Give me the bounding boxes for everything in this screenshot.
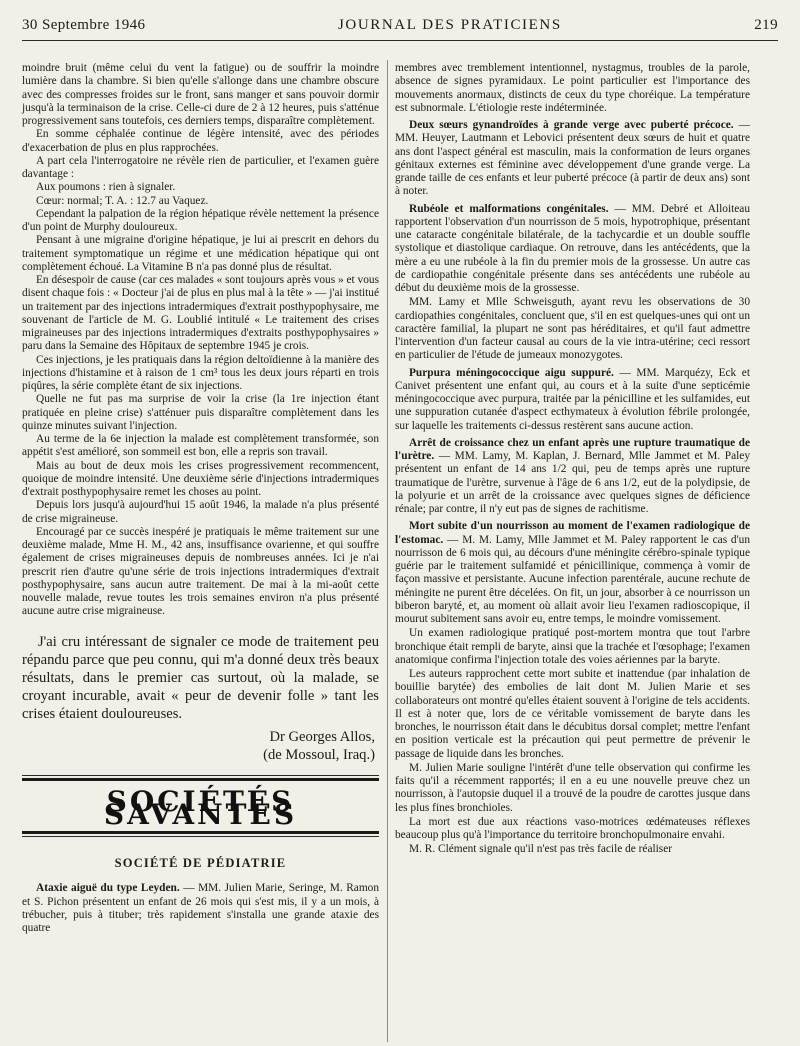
article-entry (395, 437, 750, 517)
paragraph: Encouragé par ce succès inespéré je pratiquais le même traitement sur une deuxième malade, Mme H. M., 42 ans, insuffisance ovarienne, et qui souffre également de crises migraineuses depuis de nombreuses années. Ici je n'ai prescrit rien d'autre qu'une série de trois injections intradermiques d'extrait posthypophysaire, sans aucun autre traitement. De mai à la mi-août cette nouvelle malade, revue toutes les trois semaines environ n'a plus présenté aucune autre crise migraineuse. (22, 525, 379, 618)
signature (22, 728, 379, 765)
conclusion-paragraph: J'ai cru intéressant de signaler ce mode de traitement peu répandu parce que peu connu, qui m'a donné deux très beaux résultats, dans le premier cas surtout, où la malade, se croyant incurable, avait « peur de devenir folle » tant les crises étaient douloureuses. (22, 633, 379, 723)
paragraph: Au terme de la 6e injection la malade est complètement transformée, son appétit s'est amélioré, son sommeil est bon, elle a repris son travail. (22, 433, 379, 459)
article-text: — MM. Heuyer, Lautmann et Lebovici présentent deux sœurs de huit et quatre ans dont l'aspect général est masculin, mais la conformation de leurs organes génitaux externes est féminine avec développement d'une grande verge. La grande taille de ces enfants et leur puberté précoce (à partir de deux ans) sont à noter. (395, 119, 750, 198)
article-entry (395, 520, 750, 626)
article-title: Rubéole et malformations congénitales. (409, 202, 609, 215)
society-heading: SOCIÉTÉ DE PÉDIATRIE (114, 856, 287, 871)
article-entry (395, 119, 750, 199)
header-journal-title: JOURNAL DES PRATICIENS (337, 16, 562, 33)
article-entry (395, 203, 750, 296)
paragraph: Mais au bout de deux mois les crises progressivement recommencent, quoique de moindre intensité. Une deuxième série d'injections intradermiques d'extrait posthypophysaire remet les choses au point. (22, 459, 379, 498)
author-name: Dr Georges Allos, (269, 728, 375, 745)
right-column (395, 62, 750, 858)
section-banner: SOCIÉTÉS SAVANTES (103, 784, 298, 831)
paragraph: Aux poumons : rien à signaler. (36, 181, 176, 194)
article-text: — MM. Debré et Alloiteau rapportent l'observation d'un nourrisson de 5 mois, hypotrophique, présentant une cataracte congénitale bilatérale, de la tachycardie et un double souffle systolique et diastolique cardiaque. On retrouve, dans les antécédents, que la mère a eu une rubéole à la fin du premier mois de la grossesse. Un autre cas de cardiopathie congénitale présente dans ses antécédents une rubéole au début du deuxième mois de la grossesse. (395, 202, 751, 294)
left-column (22, 62, 379, 935)
paragraph: membres avec tremblement intentionnel, nystagmus, troubles de la parole, absence de signes pyramidaux. Le point particulier est l'importance des mouvements anormaux, distincts de ceux du type choréique. La température est subnormale. L'étiologie reste indéterminée. (395, 62, 750, 114)
section-rule (22, 836, 379, 837)
paragraph: Un examen radiologique pratiqué post-mortem montra que tout l'arbre bronchique était rempli de baryte, ainsi que la trachée et l'œsophage; l'examen anatomique confirma l'injection totale des voies aériennes par la baryte. (395, 627, 750, 666)
paragraph: Cependant la palpation de la région hépatique révèle nettement la présence d'un point de Murphy douloureux. (22, 207, 379, 233)
page-header (22, 12, 778, 38)
paragraph: En désespoir de cause (car ces malades « sont toujours après vous » et vous disent chaque fois : « Docteur j'ai de plus en plus mal à la tête » — j'ai institué un traitement par des injections intradermiques d'extrait posthypophysaire, me souvenant de l'article de M. G. Loublié intitulé « Le traitement des crises migraineuses par des injections intradermiques d'extraits posthypophysaires » paru dans la Semaine des Hôpitaux de septembre 1945 je crois. (22, 274, 379, 353)
article-text: — M. M. Lamy, Mlle Jammet et M. Paley rapportent le cas d'un nourrisson de 6 mois qui, au décours d'une méningite cérébro-spinale typique guérie par le traitement sulfamidé et pénicillinique, commença à vomir de façon massive et persistante. Aucune infection parentérale, aucune rechute de méningite ne purent être décelées. On fit, un jour, absorber à ce nourrisson un biberon baryté, et, au moment où allait avoir lieu l'examen radioscopique, il mourut subitement sans avoir eu, entre temps, le moindre vomissement. (395, 533, 750, 625)
article-text: — MM. Julien Marie, Seringe, M. Ramon et S. Pichon présentent un enfant de 26 mois qui s'est mis, il y a un mois, à trébucher, puis à tituber; très rapidement s'installa une grande ataxie des quatre (22, 882, 379, 935)
paragraph: M. Julien Marie souligne l'intérêt d'une telle observation qui confirme les faits qu'il a récemment rapportés; il en a eu une nouvelle preuve chez un nourrisson, à l'autopsie duquel il a trouvé de la poudre de carottes jusque dans les plus fines bronchioles. (395, 761, 750, 814)
header-rule (22, 40, 778, 41)
paragraph: Quelle ne fut pas ma surprise de voir la crise (la 1re injection étant pratiquée en pleine crise) s'atténuer puis disparaître complètement dans les quinze minutes suivant l'injection. (22, 393, 379, 432)
article-text: — MM. Marquézy, Eck et Canivet présentent une enfant qui, au cours et à la suite d'une septicémie méningococcique avec purpura, traitée par la pénicilline et les sulfamides, eut une suppuration cutanée d'aspect ecthymateux à évolution fébrile prolongée, sur laquelle les traitements ci-dessus restèrent sans aucune action. (395, 366, 750, 432)
paragraph: Pensant à une migraine d'origine hépatique, je lui ai prescrit en dehors du traitement symptomatique un régime et une médication hépatique qui ont complètement échoué. La Vitamine B n'a pas donné plus de résultat. (22, 234, 379, 273)
paragraph: La mort est due aux réactions vaso-motrices œdémateuses réflexes beaucoup plus qu'à l'importance du territoire bronchopulmonaire envahi. (395, 815, 750, 841)
header-page-number: 219 (754, 16, 778, 33)
column-divider (387, 60, 388, 1042)
paragraph: Cœur: normal; T. A. : 12.7 au Vaquez. (36, 194, 209, 207)
paragraph: Depuis lors jusqu'à aujourd'hui 15 août 1946, la malade n'a plus présenté de crise migraineuse. (22, 499, 379, 525)
article-title: Arrêt de croissance chez un enfant après une rupture traumatique de l'urètre. (395, 436, 750, 462)
author-location: (de Mossoul, Iraq.) (263, 747, 375, 764)
paragraph: Les auteurs rapprochent cette mort subite et inattendue (par inhalation de bouillie barytée) des embolies de lait dont M. Julien Marie et ses collaborateurs ont montré qu'elles étaient souvent à l'origine de tels accidents. Il est à noter que, lors de ce véritable vomissement de baryte dans les bronches, le nourrisson était dans le décubitus dorsal complet; mettre l'enfant en position verticale est la précaution qui peut permettre de prévenir le passage de liquide dans les bronches. (395, 668, 750, 760)
section-rule-thick (22, 778, 379, 781)
paragraph: A part cela l'interrogatoire ne révèle rien de particulier, et l'examen guère davantage : (22, 154, 379, 180)
article-entry (395, 367, 750, 433)
article-title: Mort subite d'un nourrisson au moment de l'examen radiologique de l'estomac. (395, 520, 750, 546)
article-text: — MM. Lamy, M. Kaplan, J. Bernard, Mlle Jammet et M. Paley présentent un enfant de 14 ans 1/2 qui, peu de temps après une rupture traumatique de l'urètre, survenue à l'âge de 6 ans 1/2, eut de la polydipsie, de la polyurie et un arrêt de la croissance avec quelques signes de déficience rénale; par contre, il n'y eut pas de signes de rachitisme. (395, 450, 750, 515)
section-rule-thick (22, 831, 379, 834)
section-rule (22, 775, 379, 776)
paragraph: M. R. Clément signale qu'il n'est pas très facile de réaliser (409, 843, 673, 856)
article-title: Purpura méningococcique aigu suppuré. (409, 366, 614, 379)
article-title: Ataxie aiguë du type Leyden. (36, 882, 180, 895)
paragraph: En somme céphalée continue de légère intensité, avec des périodes d'exacerbation de plus en plus rapprochées. (22, 128, 379, 154)
paragraph: moindre bruit (même celui du vent la fatigue) ou de souffrir la moindre lumière dans la chambre. Si bien qu'elle s'allonge dans une chambre obscure avec des compresses froides sur le front, sans manger et sans pouvoir dormir jusqu'à la terminaison de la crise. Celle-ci dure de 2 à 12 heures, puis s'atténue progressivement sans toutefois, ces derniers temps, disparaître complètement. (22, 62, 379, 127)
article-entry (22, 882, 379, 935)
paragraph: MM. Lamy et Mlle Schweisguth, ayant revu les observations de 30 cardiopathies congénitales, concluent que, s'il en est quelques-unes qui ont un caractère familial, la plupart ne sont pas héréditaires, et qu'il faut admettre l'intervention d'un facteur causal au cours de la vie intra-utérine; ceci ressort en particulier de l'étude de jumeaux monozygotes. (395, 296, 750, 362)
paragraph: Ces injections, je les pratiquais dans la région deltoïdienne à la manière des injections d'histamine et à raison de 1 cm³ tous les deux jours réparti en trois piqûres, la série complète étant de six injections. (22, 353, 379, 392)
header-date: 30 Septembre 1946 (22, 16, 146, 33)
article-title: Deux sœurs gynandroïdes à grande verge avec puberté précoce. (409, 119, 734, 131)
